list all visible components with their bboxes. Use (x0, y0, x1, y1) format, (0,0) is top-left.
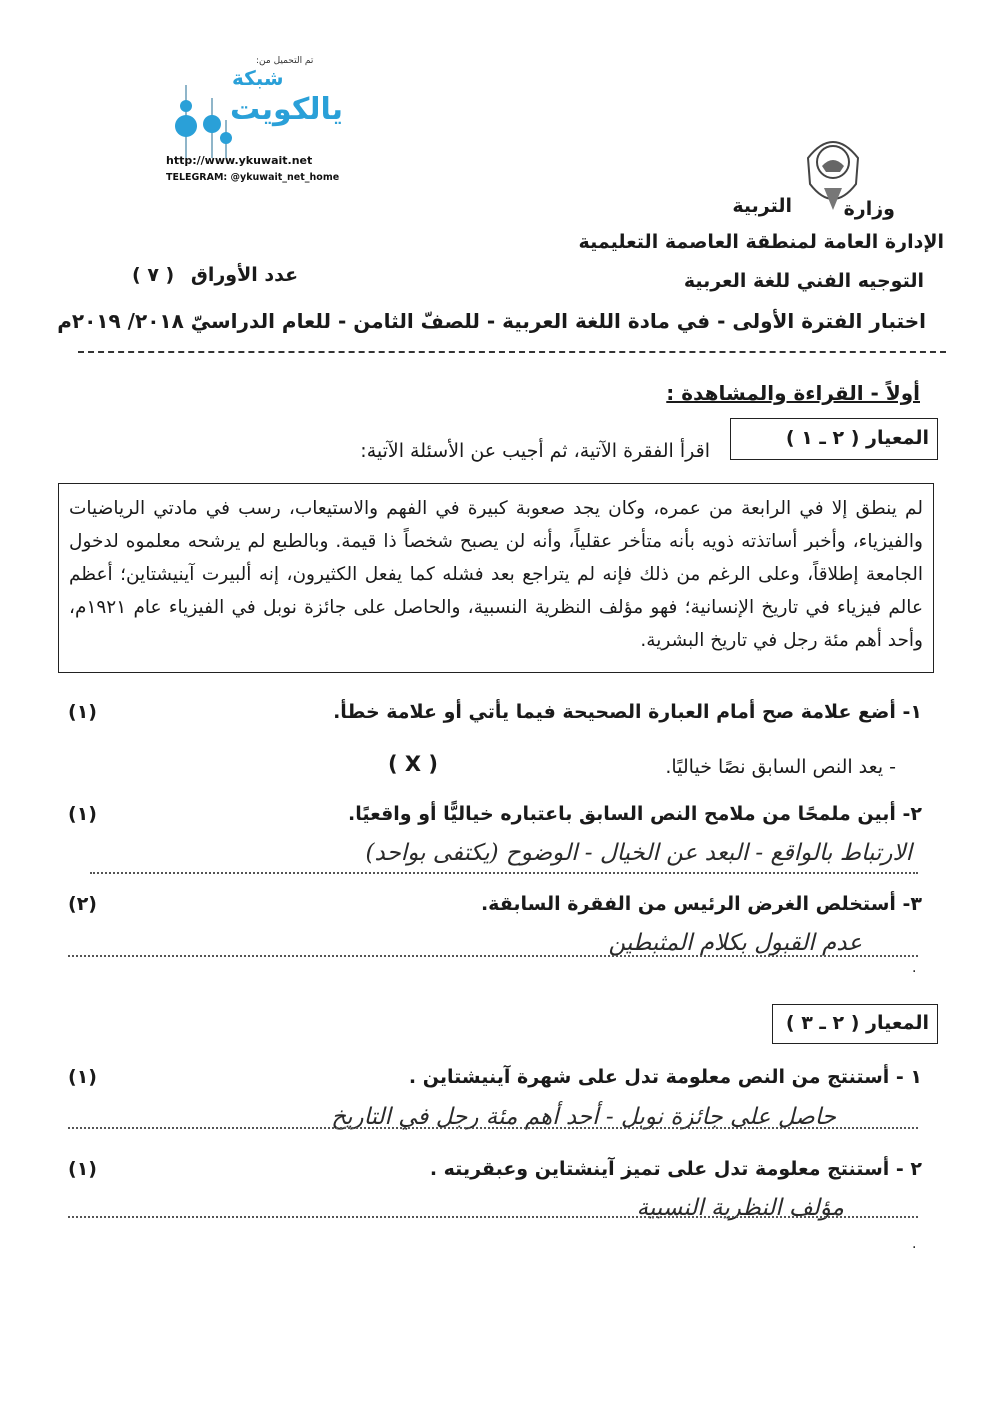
header-divider (78, 351, 946, 353)
pages-count: ( ٧ ) (132, 264, 175, 286)
question-2-1-mark: (١) (68, 1066, 97, 1088)
question-2: ٢- أبين ملمحًا من ملامح النص السابق باعتباره خياليًّا أو واقعيًا. (347, 803, 922, 825)
question-1: ١- أضع علامة صح أمام العبارة الصحيحة فيما يأتي أو علامة خطأ. (333, 701, 922, 723)
criterion-box: المعيار ( ٢ ـ ١ ) (730, 418, 938, 460)
answer-2-2-handwriting: مؤلف النظرية النسبية (636, 1195, 844, 1221)
site-url: http://www.ykuwait.net (166, 154, 313, 167)
site-logo (160, 48, 344, 190)
answer-q3-handwriting: عدم القبول بكلام المثبطين (608, 930, 862, 956)
statement-text: - يعد النص السابق نصًا خياليًا. (665, 756, 896, 778)
question-2-2: ٢ - أستنتج معلومة تدل على تميز آينشتاين وعبقريته . (429, 1158, 922, 1180)
criterion-box-2: المعيار ( ٢ ـ ٣ ) (772, 1004, 938, 1044)
pages-label: عدد الأوراق (190, 264, 299, 286)
supervision-name: التوجيه الفني للغة العربية (683, 270, 924, 292)
section-title: أولاً - القراءة والمشاهدة : (666, 381, 920, 405)
ministry-label: وزارة (843, 198, 895, 220)
reading-passage: لم ينطق إلا في الرابعة من عمره، وكان يجد صعوبة كبيرة في الفهم والاستيعاب، رسب في مادتي الرياضيات والفيزياء، وأخبر أساتذته ذويه بأنه متأخر عقلياً، وأنه لن يصبح شخصاً ذا قيمة. وبالطبع لم يرشحه معلموه لدخول الجامعة إطلاقاً، وعلى الرغم من ذلك فإنه لم يتراجع بعد فشله كما يفعل الكثيرون، إنه ألبيرت آينيشتاين؛ أعظم عالم فيزياء في تاريخ الإنسانية؛ فهو مؤلف النظرية النسبية، والحاصل على جائزة نوبل في الفيزياء عام ١٩٢١م، وأحد أهم مئة رجل في تاريخ البشرية. (58, 483, 934, 673)
download-note: تم التحميل من: (256, 56, 314, 66)
answer-line (68, 955, 918, 957)
question-3-mark: (٢) (68, 893, 97, 915)
pages-count-label (132, 264, 298, 286)
telegram-handle: TELEGRAM: @ykuwait_net_home (166, 172, 340, 183)
kuwait-towers-icon (164, 80, 242, 160)
exam-title: اختبار الفترة الأولى - في مادة اللغة العربية - للصفّ الثامن - للعام الدراسيّ ٢٠١٨/ ٢٠١٩م (57, 309, 926, 333)
question-2-1: ١ - أستنتج من النص معلومة تدل على شهرة آينيشتاين . (408, 1066, 922, 1088)
reading-instruction: اقرأ الفقرة الآتية، ثم أجيب عن الأسئلة الآتية: (360, 440, 710, 462)
answer-line (68, 1127, 918, 1129)
question-3: ٣- أستخلص الغرض الرئيس من الفقرة السابقة. (480, 893, 922, 915)
brand-top-text: شبكة (232, 66, 284, 90)
answer-2-1-handwriting: حاصل على جائزة نوبل - أحد أهم مئة رجل في التاريخ (331, 1104, 836, 1130)
answer-line (90, 872, 918, 874)
line-end-dot: . (912, 1236, 917, 1252)
ministry-name: التربية (732, 195, 792, 217)
line-end-dot: . (912, 960, 917, 976)
brand-main-text: يالكويت (230, 92, 344, 127)
question-1-mark: (١) (68, 701, 97, 723)
answer-line (68, 1216, 918, 1218)
answer-q2-handwriting: الارتباط بالواقع - البعد عن الخيال - الوضوح (يكتفى بواحد) (365, 840, 912, 866)
directorate-name: الإدارة العامة لمنطقة العاصمة التعليمية (578, 231, 944, 253)
question-2-mark: (١) (68, 803, 97, 825)
question-2-2-mark: (١) (68, 1158, 97, 1180)
statement-answer: ( X ) (388, 752, 439, 776)
